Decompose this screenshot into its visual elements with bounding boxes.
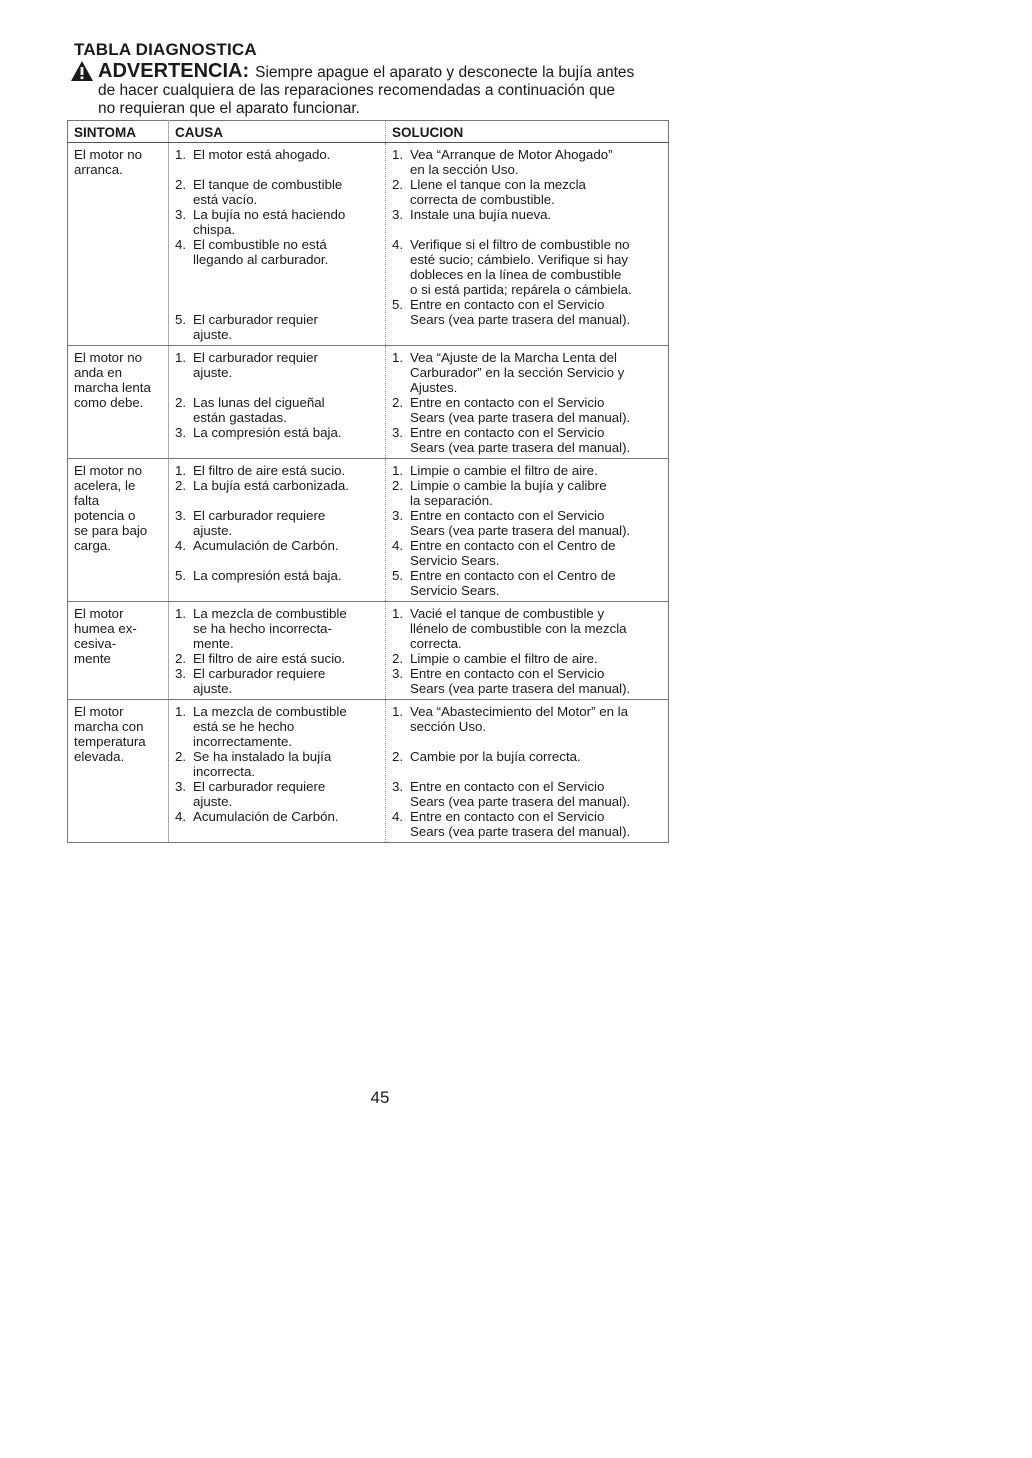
solution-line <box>392 440 662 455</box>
cause-gap <box>175 282 379 297</box>
symptom-line: humea ex- <box>74 621 137 636</box>
solution-item-number: 3. <box>392 779 404 794</box>
cause-line <box>175 704 379 719</box>
cause-line <box>175 327 379 342</box>
solution-item-number: 1. <box>392 463 404 478</box>
cause-item-text: está se he hecho <box>193 719 295 734</box>
warning-line-2: de hacer cualquiera de las reparaciones recomendadas a continuación que <box>98 82 616 99</box>
solution-item-number: 2. <box>392 177 404 192</box>
cause-item-text: están gastadas. <box>193 410 287 425</box>
solution-item-text: Limpie o cambie la bujía y calibre <box>410 478 607 493</box>
table-row <box>68 143 669 346</box>
solution-item-number: 1. <box>392 350 404 365</box>
solution-line <box>392 192 662 207</box>
solution-item-text: Entre en contacto con el Servicio <box>410 425 605 440</box>
symptom-line: mente <box>74 651 111 666</box>
cause-item-text: El carburador requiere <box>193 666 326 681</box>
cause-item-text: La bujía no está haciendo <box>193 207 346 222</box>
cause-item-number: 1. <box>175 350 187 365</box>
solution-item-number: 1. <box>392 147 404 162</box>
cause-item-number: 3. <box>175 425 187 440</box>
cause-item-number <box>175 734 193 749</box>
solution-item-text: Ajustes. <box>410 380 458 395</box>
cause-item-number <box>175 222 193 237</box>
solution-line <box>392 147 662 162</box>
cause-item-text: incorrectamente. <box>193 734 293 749</box>
cause-item-text: La bujía está carbonizada. <box>193 478 349 493</box>
cause-line <box>175 410 379 425</box>
cause-item-number: 5. <box>175 568 187 583</box>
solution-line <box>392 207 662 222</box>
symptom-cell <box>68 459 169 602</box>
solution-item-text: llénelo de combustible con la mezcla <box>410 621 627 636</box>
solution-item-number: 2. <box>392 395 404 410</box>
cause-item-number: 1. <box>175 606 187 621</box>
symptom-cell <box>68 143 169 346</box>
solution-line <box>392 282 662 297</box>
symptom-line: carga. <box>74 538 111 553</box>
solution-line <box>392 553 662 568</box>
table-row <box>68 459 669 602</box>
solution-item-text: Sears (vea parte trasera del manual). <box>410 312 631 327</box>
solution-item-number <box>392 493 410 508</box>
cause-line <box>175 425 379 440</box>
cause-item-text: El filtro de aire está sucio. <box>193 463 346 478</box>
solution-cell <box>386 459 669 602</box>
solution-line <box>392 177 662 192</box>
solution-item-number <box>392 553 410 568</box>
symptom-cell <box>68 346 169 459</box>
symptom-line: potencia o <box>74 508 136 523</box>
cause-item-number <box>175 365 193 380</box>
solution-line <box>392 568 662 583</box>
solution-line <box>392 666 662 681</box>
cause-item-number: 3. <box>175 666 187 681</box>
solution-item-text: Vea “Ajuste de la Marcha Lenta del <box>410 350 617 365</box>
solution-line <box>392 621 662 636</box>
solution-item-number <box>392 365 410 380</box>
cause-item-number: 5. <box>175 312 187 327</box>
solution-line <box>392 681 662 696</box>
cause-item-number <box>175 719 193 734</box>
cause-item-number <box>175 523 193 538</box>
cause-line <box>175 147 379 162</box>
cause-gap <box>175 267 379 282</box>
solution-item-number <box>392 282 410 297</box>
cause-line <box>175 478 379 493</box>
solution-item-text: Limpie o cambie el filtro de aire. <box>410 463 598 478</box>
solution-item-number <box>392 267 410 282</box>
cause-item-number: 4. <box>175 237 187 252</box>
symptom-line: arranca. <box>74 162 123 177</box>
warning-line-3: no requieran que el aparato funcionar. <box>98 100 360 117</box>
solution-item-text: Sears (vea parte trasera del manual). <box>410 440 631 455</box>
cause-line <box>175 365 379 380</box>
solution-line <box>392 380 662 395</box>
solution-item-number <box>392 162 410 177</box>
solution-line <box>392 267 662 282</box>
page-title: TABLA DIAGNOSTICA <box>74 40 257 59</box>
solution-item-text: Servicio Sears. <box>410 553 500 568</box>
solution-item-text: sección Uso. <box>410 719 487 734</box>
cause-line <box>175 463 379 478</box>
cause-item-text: El carburador requier <box>193 312 318 327</box>
header-cause: CAUSA <box>169 121 386 143</box>
cause-line <box>175 192 379 207</box>
solution-line <box>392 463 662 478</box>
cause-line <box>175 222 379 237</box>
cause-item-number <box>175 681 193 696</box>
cause-item-text: ajuste. <box>193 327 233 342</box>
cause-gap <box>175 297 379 312</box>
solution-item-text: Llene el tanque con la mezcla <box>410 177 586 192</box>
cause-gap <box>175 553 379 568</box>
cause-item-number <box>175 794 193 809</box>
cause-item-text: Las lunas del cigueñal <box>193 395 325 410</box>
cause-gap <box>175 380 379 395</box>
solution-item-number <box>392 192 410 207</box>
cause-item-text: Se ha instalado la bujía <box>193 749 332 764</box>
cause-line <box>175 794 379 809</box>
cause-item-text: La mezcla de combustible <box>193 704 347 719</box>
cause-item-text: chispa. <box>193 222 236 237</box>
solution-item-number: 2. <box>392 478 404 493</box>
solution-line <box>392 719 662 734</box>
diagnostic-table <box>67 120 669 843</box>
cause-item-text: Acumulación de Carbón. <box>193 538 339 553</box>
solution-item-text: correcta. <box>410 636 462 651</box>
solution-item-text: Cambie por la bujía correcta. <box>410 749 581 764</box>
cause-item-number: 2. <box>175 177 187 192</box>
solution-gap <box>392 764 662 779</box>
solution-item-number <box>392 440 410 455</box>
symptom-line: como debe. <box>74 395 144 410</box>
solution-item-text: esté sucio; cámbielo. Verifique si hay <box>410 252 629 267</box>
symptom-line: El motor <box>74 606 124 621</box>
cause-item-number: 2. <box>175 395 187 410</box>
cause-line <box>175 538 379 553</box>
warning-label: ADVERTENCIA: <box>98 60 250 82</box>
solution-item-text: Entre en contacto con el Centro de <box>410 538 616 553</box>
cause-line <box>175 651 379 666</box>
cause-line <box>175 809 379 824</box>
header-solution: SOLUCION <box>386 121 669 143</box>
symptom-line: anda en <box>74 365 123 380</box>
solution-item-number: 3. <box>392 207 404 222</box>
cause-item-text: ajuste. <box>193 365 233 380</box>
symptom-line: se para bajo <box>74 523 148 538</box>
solution-cell <box>386 346 669 459</box>
cause-gap <box>175 493 379 508</box>
solution-item-text: Sears (vea parte trasera del manual). <box>410 681 631 696</box>
cause-line <box>175 252 379 267</box>
solution-item-text: Entre en contacto con el Servicio <box>410 395 605 410</box>
cause-cell <box>169 602 386 700</box>
cause-item-text: ajuste. <box>193 794 233 809</box>
symptom-line: El motor no <box>74 463 142 478</box>
table-row <box>68 700 669 843</box>
cause-item-text: El filtro de aire está sucio. <box>193 651 346 666</box>
cause-item-number: 3. <box>175 508 187 523</box>
solution-item-text: Verifique si el filtro de combustible no <box>410 237 630 252</box>
cause-cell <box>169 459 386 602</box>
solution-item-number: 2. <box>392 749 404 764</box>
solution-item-text: dobleces en la línea de combustible <box>410 267 622 282</box>
symptom-line: marcha con <box>74 719 144 734</box>
solution-item-number: 4. <box>392 809 404 824</box>
solution-line <box>392 395 662 410</box>
symptom-line: El motor <box>74 704 124 719</box>
cause-item-text: mente. <box>193 636 234 651</box>
solution-line <box>392 749 662 764</box>
solution-item-text: o si está partida; repárela o cámbiela. <box>410 282 632 297</box>
solution-line <box>392 508 662 523</box>
solution-line <box>392 523 662 538</box>
cause-item-text: incorrecta. <box>193 764 256 779</box>
solution-line <box>392 636 662 651</box>
table-header-row <box>68 121 669 143</box>
cause-item-text: La mezcla de combustible <box>193 606 347 621</box>
solution-item-number: 3. <box>392 508 404 523</box>
cause-line <box>175 312 379 327</box>
symptom-line: marcha lenta <box>74 380 151 395</box>
cause-item-text: La compresión está baja. <box>193 425 342 440</box>
table-row <box>68 346 669 459</box>
solution-line <box>392 478 662 493</box>
symptom-line: cesiva- <box>74 636 117 651</box>
solution-item-text: Sears (vea parte trasera del manual). <box>410 523 631 538</box>
solution-line <box>392 493 662 508</box>
solution-line <box>392 252 662 267</box>
solution-item-number <box>392 312 410 327</box>
solution-item-text: Servicio Sears. <box>410 583 500 598</box>
solution-item-number <box>392 523 410 538</box>
solution-item-text: Entre en contacto con el Servicio <box>410 508 605 523</box>
symptom-cell <box>68 700 169 843</box>
symptom-line: El motor no <box>74 350 142 365</box>
solution-gap <box>392 734 662 749</box>
page-number: 45 <box>370 1088 390 1107</box>
cause-item-number: 4. <box>175 538 187 553</box>
cause-item-text: El combustible no está <box>193 237 327 252</box>
table-row <box>68 602 669 700</box>
cause-item-number: 1. <box>175 147 187 162</box>
solution-line <box>392 425 662 440</box>
solution-line <box>392 794 662 809</box>
cause-item-text: Acumulación de Carbón. <box>193 809 339 824</box>
solution-item-text: correcta de combustible. <box>410 192 555 207</box>
solution-item-text: Vea “Abastecimiento del Motor” en la <box>410 704 629 719</box>
symptom-cell <box>68 602 169 700</box>
cause-item-text: El carburador requiere <box>193 508 326 523</box>
solution-line <box>392 779 662 794</box>
solution-item-text: Limpie o cambie el filtro de aire. <box>410 651 598 666</box>
solution-item-number: 1. <box>392 606 404 621</box>
solution-item-number <box>392 583 410 598</box>
solution-item-number: 2. <box>392 651 404 666</box>
solution-item-number: 4. <box>392 237 404 252</box>
solution-item-text: Vea “Arranque de Motor Ahogado” <box>410 147 613 162</box>
solution-item-number: 5. <box>392 568 404 583</box>
cause-cell <box>169 346 386 459</box>
solution-line <box>392 538 662 553</box>
cause-line <box>175 177 379 192</box>
solution-line <box>392 350 662 365</box>
solution-item-number <box>392 824 410 839</box>
cause-item-text: La compresión está baja. <box>193 568 342 583</box>
solution-item-number <box>392 621 410 636</box>
solution-item-number <box>392 380 410 395</box>
cause-line <box>175 681 379 696</box>
solution-item-text: Carburador” en la sección Servicio y <box>410 365 625 380</box>
solution-item-text: Vacié el tanque de combustible y <box>410 606 605 621</box>
symptom-line: acelera, le <box>74 478 136 493</box>
cause-line <box>175 207 379 222</box>
cause-item-number <box>175 621 193 636</box>
cause-gap <box>175 162 379 177</box>
warning-line-1: Siempre apague el aparato y desconecte la bujía antes <box>255 64 635 81</box>
solution-item-text: Sears (vea parte trasera del manual). <box>410 794 631 809</box>
solution-line <box>392 606 662 621</box>
cause-line <box>175 237 379 252</box>
cause-item-number: 1. <box>175 704 187 719</box>
solution-item-text: Entre en contacto con el Centro de <box>410 568 616 583</box>
cause-line <box>175 666 379 681</box>
cause-line <box>175 606 379 621</box>
solution-cell <box>386 143 669 346</box>
solution-item-number <box>392 681 410 696</box>
solution-item-text: Entre en contacto con el Servicio <box>410 779 605 794</box>
cause-line <box>175 719 379 734</box>
solution-item-number <box>392 410 410 425</box>
cause-line <box>175 749 379 764</box>
cause-line <box>175 734 379 749</box>
cause-line <box>175 636 379 651</box>
solution-line <box>392 651 662 666</box>
solution-gap <box>392 222 662 237</box>
solution-item-number: 5. <box>392 297 404 312</box>
solution-item-number: 3. <box>392 425 404 440</box>
cause-item-number <box>175 636 193 651</box>
solution-line <box>392 824 662 839</box>
solution-item-text: en la sección Uso. <box>410 162 519 177</box>
symptom-line: falta <box>74 493 100 508</box>
cause-item-number <box>175 252 193 267</box>
cause-line <box>175 395 379 410</box>
cause-cell <box>169 700 386 843</box>
cause-item-text: El carburador requiere <box>193 779 326 794</box>
solution-item-text: Entre en contacto con el Servicio <box>410 297 605 312</box>
cause-line <box>175 568 379 583</box>
cause-item-text: ajuste. <box>193 523 233 538</box>
cause-item-number: 2. <box>175 749 187 764</box>
warning-block <box>70 60 670 118</box>
cause-line <box>175 523 379 538</box>
cause-item-text: El tanque de combustible <box>193 177 343 192</box>
solution-line <box>392 162 662 177</box>
cause-item-number: 3. <box>175 207 187 222</box>
solution-line <box>392 312 662 327</box>
cause-item-number: 1. <box>175 463 187 478</box>
cause-line <box>175 508 379 523</box>
symptom-line: elevada. <box>74 749 125 764</box>
symptom-line: El motor no <box>74 147 142 162</box>
solution-item-number: 4. <box>392 538 404 553</box>
cause-item-text: El carburador requier <box>193 350 318 365</box>
cause-line <box>175 779 379 794</box>
cause-item-number: 4. <box>175 809 187 824</box>
solution-item-text: Entre en contacto con el Servicio <box>410 809 605 824</box>
cause-item-number: 2. <box>175 651 187 666</box>
cause-line <box>175 764 379 779</box>
cause-item-number: 3. <box>175 779 187 794</box>
solution-item-text: Sears (vea parte trasera del manual). <box>410 824 631 839</box>
solution-line <box>392 365 662 380</box>
warning-triangle-icon <box>70 60 94 82</box>
solution-item-text: la separación. <box>410 493 493 508</box>
solution-item-number <box>392 719 410 734</box>
solution-line <box>392 410 662 425</box>
solution-item-number <box>392 636 410 651</box>
cause-cell <box>169 143 386 346</box>
cause-item-text: se ha hecho incorrecta- <box>193 621 332 636</box>
solution-line <box>392 583 662 598</box>
cause-item-text: está vacío. <box>193 192 258 207</box>
solution-item-number: 1. <box>392 704 404 719</box>
solution-line <box>392 237 662 252</box>
table-body <box>68 143 669 843</box>
solution-item-number: 3. <box>392 666 404 681</box>
solution-line <box>392 297 662 312</box>
solution-item-text: Sears (vea parte trasera del manual). <box>410 410 631 425</box>
cause-item-number <box>175 327 193 342</box>
cause-item-number <box>175 764 193 779</box>
solution-item-text: Instale una bujía nueva. <box>410 207 552 222</box>
solution-cell <box>386 700 669 843</box>
cause-item-text: El motor está ahogado. <box>193 147 331 162</box>
solution-line <box>392 704 662 719</box>
solution-item-number <box>392 794 410 809</box>
solution-line <box>392 809 662 824</box>
cause-item-text: llegando al carburador. <box>193 252 329 267</box>
symptom-line: temperatura <box>74 734 146 749</box>
header-symptom: SINTOMA <box>68 121 169 143</box>
solution-item-text: Entre en contacto con el Servicio <box>410 666 605 681</box>
solution-cell <box>386 602 669 700</box>
cause-item-number <box>175 410 193 425</box>
solution-item-number <box>392 252 410 267</box>
cause-line <box>175 350 379 365</box>
cause-item-number <box>175 192 193 207</box>
cause-item-text: ajuste. <box>193 681 233 696</box>
cause-line <box>175 621 379 636</box>
cause-item-number: 2. <box>175 478 187 493</box>
